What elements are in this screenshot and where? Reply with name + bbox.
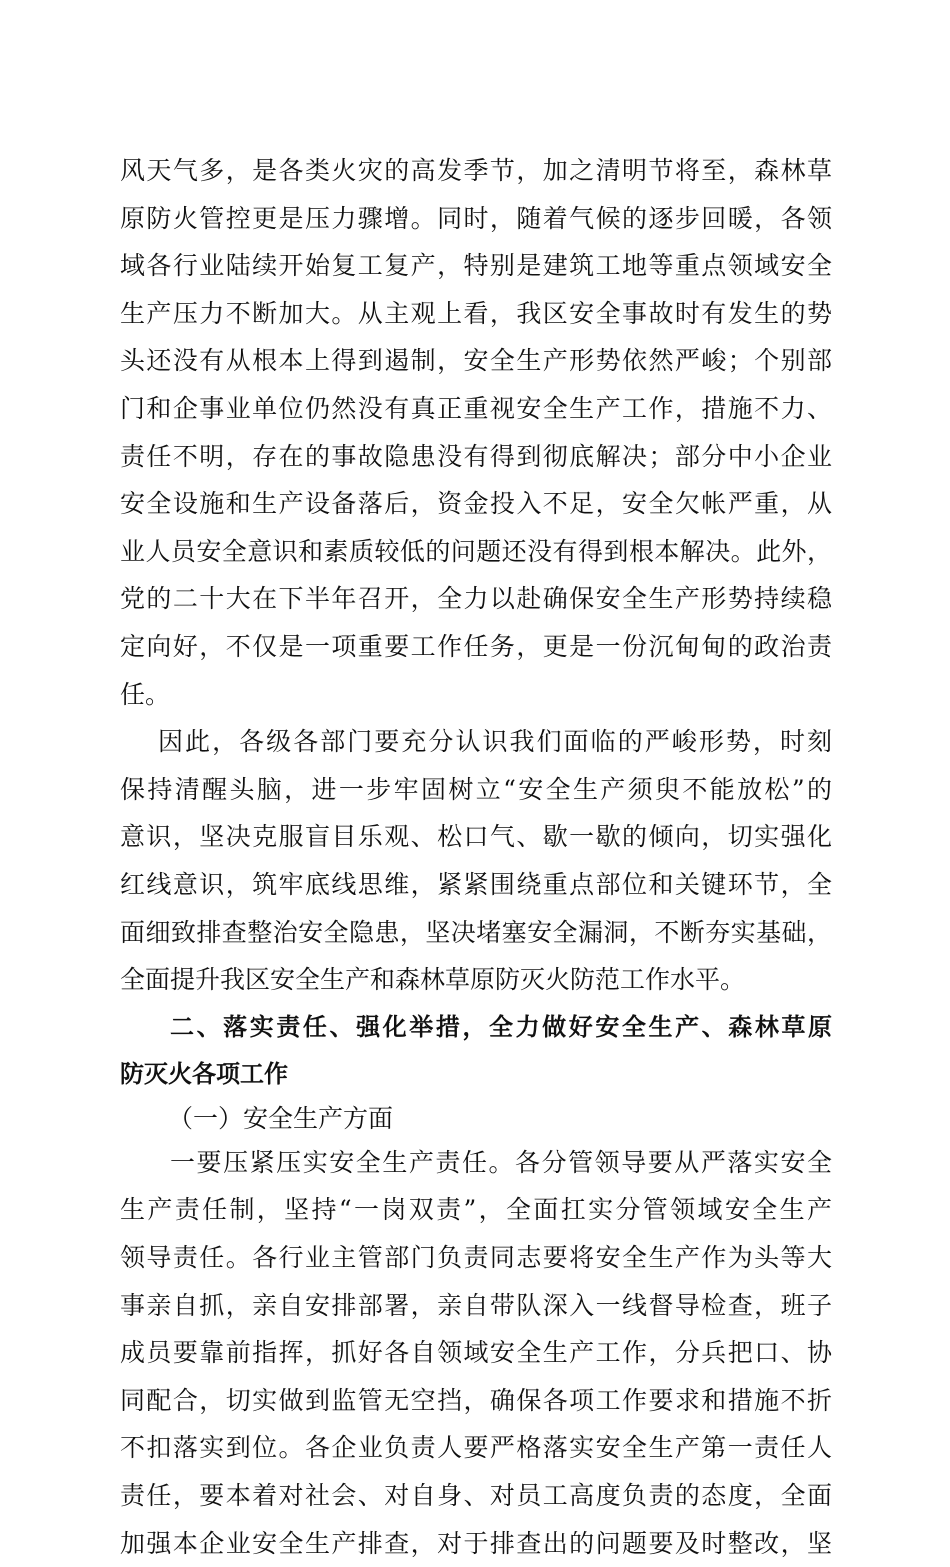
paragraph-therefore	[120, 718, 832, 1004]
heading-line: 二、落实责任、强化举措，全力做好安全生产、森林草原	[170, 1012, 832, 1041]
text-line: 事亲自抓，亲自安排部署，亲自带队深入一线督导检查，班子	[120, 1290, 832, 1320]
text-line: 生产责任制，坚持“一岗双责”，全面扛实分管领域安全生产	[120, 1195, 832, 1225]
text-line: 全面提升我区安全生产和森林草原防灭火防范工作水平。	[120, 965, 746, 995]
text-line: 因此，各级各部门要充分认识我们面临的严峻形势，时刻	[158, 727, 832, 757]
text-line: 责任，要本着对社会、对自身、对员工高度负责的态度，全面	[120, 1481, 832, 1511]
document-body	[120, 147, 832, 1567]
text-line: 面细致排查整治安全隐患，坚决堵塞安全漏洞，不断夯实基础，	[120, 917, 832, 947]
text-line: 不扣落实到位。各企业负责人要严格落实安全生产第一责任人	[120, 1433, 832, 1463]
text-line: 头还没有从根本上得到遏制，安全生产形势依然严峻；个别部	[120, 346, 832, 376]
text-line: 保持清醒头脑，进一步牢固树立“安全生产须臾不能放松”的	[120, 774, 832, 804]
paragraph-responsibility	[120, 1139, 832, 1567]
text-line: 定向好，不仅是一项重要工作任务，更是一份沉甸甸的政治责	[120, 631, 832, 661]
text-line: 门和企事业单位仍然没有真正重视安全生产工作，措施不力、	[120, 393, 832, 423]
subheading-line: （一）安全生产方面	[168, 1103, 394, 1133]
text-line: 业人员安全意识和素质较低的问题还没有得到根本解决。此外，	[120, 536, 832, 566]
heading-line: 防灭火各项工作	[120, 1060, 288, 1089]
text-line: 一要压紧压实安全生产责任。各分管领导要从严落实安全	[170, 1147, 832, 1177]
text-line: 任。	[120, 679, 171, 709]
text-line: 域各行业陆续开始复工复产，特别是建筑工地等重点领域安全	[120, 251, 832, 281]
text-line: 党的二十大在下半年召开，全力以赴确保安全生产形势持续稳	[120, 584, 832, 614]
text-line: 安全设施和生产设备落后，资金投入不足，安全欠帐严重，从	[120, 489, 832, 519]
text-line: 风天气多，是各类火灾的高发季节，加之清明节将至，森林草	[120, 156, 832, 185]
text-line: 成员要靠前指挥，抓好各自领域安全生产工作，分兵把口、协	[120, 1338, 832, 1368]
text-line: 领导责任。各行业主管部门负责同志要将安全生产作为头等大	[120, 1243, 832, 1273]
section-heading	[120, 1004, 832, 1099]
subsection-heading	[120, 1099, 832, 1139]
text-line: 意识，坚决克服盲目乐观、松口气、歇一歇的倾向，切实强化	[120, 822, 832, 852]
text-line: 同配合，切实做到监管无空挡，确保各项工作要求和措施不折	[120, 1385, 832, 1415]
text-line: 红线意识，筑牢底线思维，紧紧围绕重点部位和关键环节，全	[120, 869, 832, 899]
text-line: 生产压力不断加大。从主观上看，我区安全事故时有发生的势	[120, 298, 832, 328]
text-line: 原防火管控更是压力骤增。同时，随着气候的逐步回暖，各领	[120, 203, 832, 233]
text-line: 加强本企业安全生产排查，对于排查出的问题要及时整改，坚	[120, 1528, 832, 1558]
text-line: 责任不明，存在的事故隐患没有得到彻底解决；部分中小企业	[120, 441, 832, 471]
paragraph-situation	[120, 147, 832, 718]
